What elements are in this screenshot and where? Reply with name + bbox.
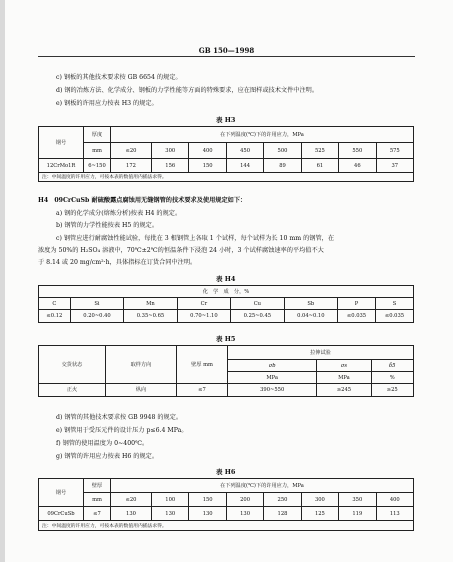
table-cell: 6~150 [84, 159, 111, 173]
table-header: 550 [339, 143, 376, 159]
table-h4 [38, 285, 414, 323]
table-cell: 125 [301, 507, 338, 521]
page-header: GB 150—1998 [198, 46, 255, 55]
table-cell: 130 [111, 507, 152, 521]
table-cell: 正火 [39, 384, 106, 397]
table-cell: 37 [376, 159, 413, 173]
text-line: e) 钢板的许用应力按表 H3 的规定。 [56, 100, 158, 107]
table-cell: 纵向 [106, 384, 177, 397]
text-line: d) 钢管的其他技术要求按 GB 9948 的规定。 [56, 414, 183, 421]
header-rule [38, 56, 415, 57]
table-header: 575 [376, 143, 413, 159]
table-header: Si [70, 298, 123, 310]
table-header: 交货状态 [39, 346, 106, 384]
table-note: 注：中间温度的许用应力，可按本表的数值用内插法求得。 [38, 172, 414, 182]
table-cell: 0.04~0.10 [284, 310, 337, 323]
table-cell: 172 [111, 159, 152, 173]
table-row [39, 159, 414, 173]
table-header: 200 [226, 493, 263, 507]
table-header: σs [317, 360, 371, 372]
text-line: g) 钢管的许用应力按表 H6 的规定。 [56, 453, 159, 460]
table-caption: 表 H5 [216, 335, 236, 343]
table-caption: 表 H4 [216, 275, 236, 283]
table-row [39, 310, 414, 323]
table-cell: 0.25~0.45 [231, 310, 284, 323]
table-header: 钢号 [39, 127, 84, 159]
text-line: c) 钢管应进行耐腐蚀性能试验，每批在 3 根钢管上各取 1 个试样，每个试样为长 10 mm 的钢管，在 [56, 235, 335, 242]
table-header: 400 [376, 493, 413, 507]
text-line: c) 钢板的其他技术要求按 GB 6654 的规定。 [56, 74, 182, 81]
table-cell: 130 [226, 507, 263, 521]
table-header: ≤20 [111, 493, 152, 507]
table-header: 拉伸试验 [228, 346, 414, 360]
table-h3 [38, 126, 414, 173]
table-header: 化 学 成 分，% [39, 286, 414, 298]
table-note: 注：中间温度的许用应力，可按本表的数值用内插法求得。 [38, 521, 414, 531]
table-header: % [371, 372, 413, 384]
table-header: mm [84, 493, 111, 507]
table-header: Cu [231, 298, 284, 310]
table-caption: 表 H6 [216, 468, 236, 476]
table-header: C [39, 298, 71, 310]
table-cell: 0.35~0.65 [124, 310, 177, 323]
table-header: 150 [189, 493, 226, 507]
table-header: 取样方向 [106, 346, 177, 384]
table-cell: 130 [189, 507, 226, 521]
table-header: MPa [228, 372, 317, 384]
text-line: 浓度为 50%的 H₂SO₄ 溶液中，70℃±2℃的恒温条件下浸泡 24 小时，3 个试样腐蚀速率的平均值不大 [38, 247, 324, 254]
table-row [39, 384, 414, 397]
table-cell: 0.20~0.40 [70, 310, 123, 323]
table-cell: 156 [152, 159, 189, 173]
table-h6 [38, 478, 414, 521]
table-cell: ≤0.12 [39, 310, 71, 323]
text-line: f) 钢管的使用温度为 0~400℃。 [56, 440, 149, 447]
table-header: 300 [301, 493, 338, 507]
table-cell: 150 [189, 159, 226, 173]
table-header: P [338, 298, 376, 310]
table-header: 250 [264, 493, 301, 507]
table-cell: 390~550 [228, 384, 317, 397]
table-header: 钢号 [39, 479, 84, 507]
table-h5 [38, 345, 414, 397]
scan-edge [0, 0, 5, 562]
table-header: 450 [226, 143, 263, 159]
text-line: d) 钢的冶炼方法、化学成分、钢板的力学性能等方面的特殊要求，应在图样或技术文件中注明。 [56, 87, 319, 94]
table-header: mm [84, 143, 111, 159]
table-header: 在下列温度(℃)下的许用应力，MPa [111, 127, 414, 143]
table-cell: ≤7 [84, 507, 111, 521]
table-cell: 61 [301, 159, 338, 173]
table-cell: ≥245 [317, 384, 371, 397]
table-cell: 12CrMo1R [39, 159, 84, 173]
table-header: 400 [189, 143, 226, 159]
table-cell: ≥25 [371, 384, 413, 397]
table-cell: 09CrCuSb [39, 507, 84, 521]
table-cell: 130 [152, 507, 189, 521]
table-header: 500 [264, 143, 301, 159]
table-header: δ5 [371, 360, 413, 372]
text-line: a) 钢的化学成分(熔炼分析)按表 H4 的规定。 [56, 210, 182, 217]
table-header: Sb [284, 298, 337, 310]
table-header: 壁厚 [84, 479, 111, 493]
table-row [39, 507, 414, 521]
table-header: ≤20 [111, 143, 152, 159]
text-line: e) 钢管用于受压元件的设计压力 p≤6.4 MPa。 [56, 427, 188, 434]
text-line: 于 8.14 或 20 mg/cm²·h，具体指标在订货合同中注明。 [38, 259, 197, 266]
table-header: 300 [152, 143, 189, 159]
table-cell: ≤7 [177, 384, 228, 397]
table-header: 350 [339, 493, 376, 507]
table-cell: ≤0.035 [338, 310, 376, 323]
table-cell: 46 [339, 159, 376, 173]
table-header: Mn [124, 298, 177, 310]
table-cell: 144 [226, 159, 263, 173]
table-header: 在下列温度(℃)下的许用应力，MPa [111, 479, 414, 493]
table-cell: ≤0.035 [375, 310, 413, 323]
table-cell: 89 [264, 159, 301, 173]
table-header: S [375, 298, 413, 310]
section-heading: H4 09CrCuSb 耐硫酸露点腐蚀用无缝钢管的技术要求及使用规定如下： [38, 197, 247, 204]
table-header: MPa [317, 372, 371, 384]
table-caption: 表 H3 [216, 116, 236, 124]
text-line: b) 钢管的力学性能按表 H5 的规定。 [56, 222, 159, 229]
table-header: Cr [177, 298, 230, 310]
table-header: σb [228, 360, 317, 372]
table-cell: 128 [264, 507, 301, 521]
table-header: 525 [301, 143, 338, 159]
table-header: 厚度 [84, 127, 111, 143]
table-header: 100 [152, 493, 189, 507]
table-cell: 119 [339, 507, 376, 521]
table-cell: 113 [376, 507, 413, 521]
table-cell: 0.70~1.10 [177, 310, 230, 323]
table-header: 壁厚 mm [177, 346, 228, 384]
